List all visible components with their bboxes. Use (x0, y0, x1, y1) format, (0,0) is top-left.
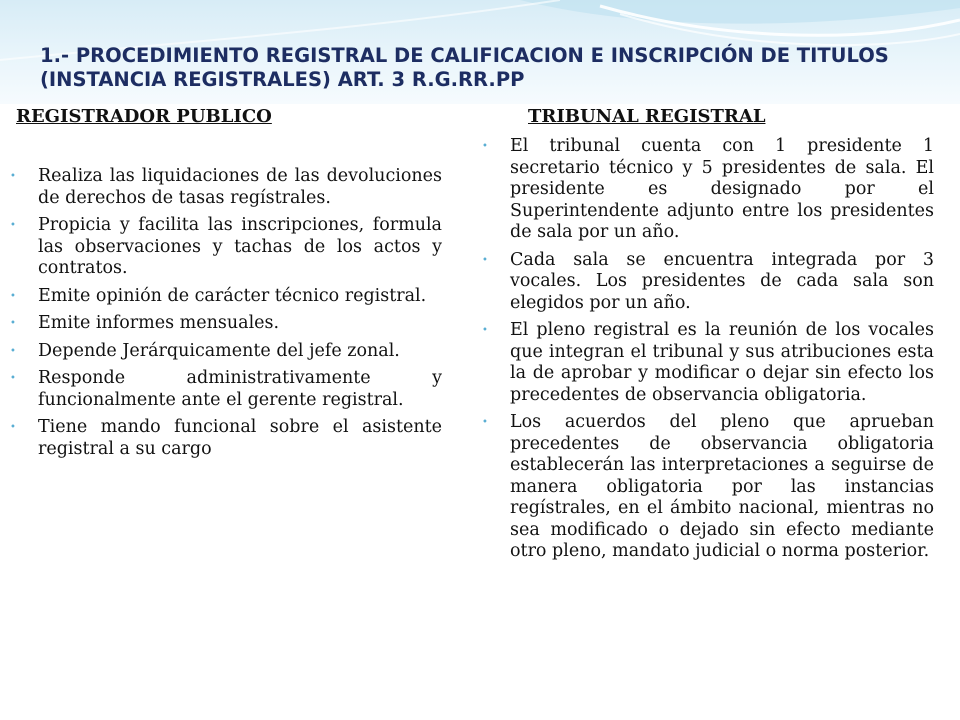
list-item: • Cada sala se encuentra integrada por 3 vocales. Los presidentes de cada sala son elegidos por un año. (482, 249, 934, 313)
list-item: • Depende Jerárquicamente del jefe zonal. (10, 340, 400, 361)
list-item: • El pleno registral es la reunión de los vocales que integran el tribunal y sus atribuciones esta la de aprobar y modificar o dejar sin efecto los precedentes de observancia obligatoria. (482, 320, 934, 405)
bullet-icon: • (482, 325, 488, 336)
bullet-icon: • (10, 290, 16, 302)
bullet-icon: • (10, 171, 16, 182)
slide-title: 1.- PROCEDIMIENTO REGISTRAL DE CALIFICACION E INSCRIPCIÓN DE TITULOS (INSTANCIA REGISTRALES) ART. 3 R.G.RR.PP (40, 44, 889, 91)
list-item: • Propicia y facilita las inscripciones, formula las observaciones y tachas de los actos y contratos. (10, 215, 442, 278)
bullet-icon: • (10, 318, 16, 329)
bullet-icon: • (482, 417, 488, 428)
list-item: • Emite informes mensuales. (10, 313, 280, 333)
list-item: • Realiza las liquidaciones de las devoluciones de derechos de tasas regístrales. (10, 166, 442, 208)
left-column (10, 106, 442, 466)
list-item: • El tribunal cuenta con 1 presidente 1 secretario técnico y 5 presidentes de sala. El presidente es designado por el Superintendente adjunto entre los presidentes de sala por un año. (482, 136, 934, 242)
bullet-icon: • (10, 373, 16, 384)
right-column (484, 106, 934, 569)
right-column-heading: TRIBUNAL REGISTRAL (528, 106, 766, 127)
right-list (484, 136, 934, 563)
bullet-icon: • (482, 254, 488, 266)
bullet-icon: • (10, 220, 16, 231)
left-column-heading: REGISTRADOR PUBLICO (16, 106, 272, 127)
list-item: • Tiene mando funcional sobre el asistente registral a su cargo (10, 417, 442, 459)
bullet-icon: • (10, 422, 16, 433)
bullet-icon: • (482, 141, 488, 152)
list-item: • Emite opinión de carácter técnico registral. (10, 285, 427, 306)
left-list (12, 166, 442, 460)
bullet-icon: • (10, 345, 16, 357)
list-item: • Responde administrativamente y funcionalmente ante el gerente registral. (10, 368, 442, 410)
list-item: • Los acuerdos del pleno que aprueban precedentes de observancia obligatoria establecerán las interpretaciones a seguirse de manera obligatoria por las instancias regístrales, en el ámbito nacional, mientras no sea modificado o dejado sin efecto mediante otro pleno, mandato judicial o norma posterior. (482, 412, 934, 561)
